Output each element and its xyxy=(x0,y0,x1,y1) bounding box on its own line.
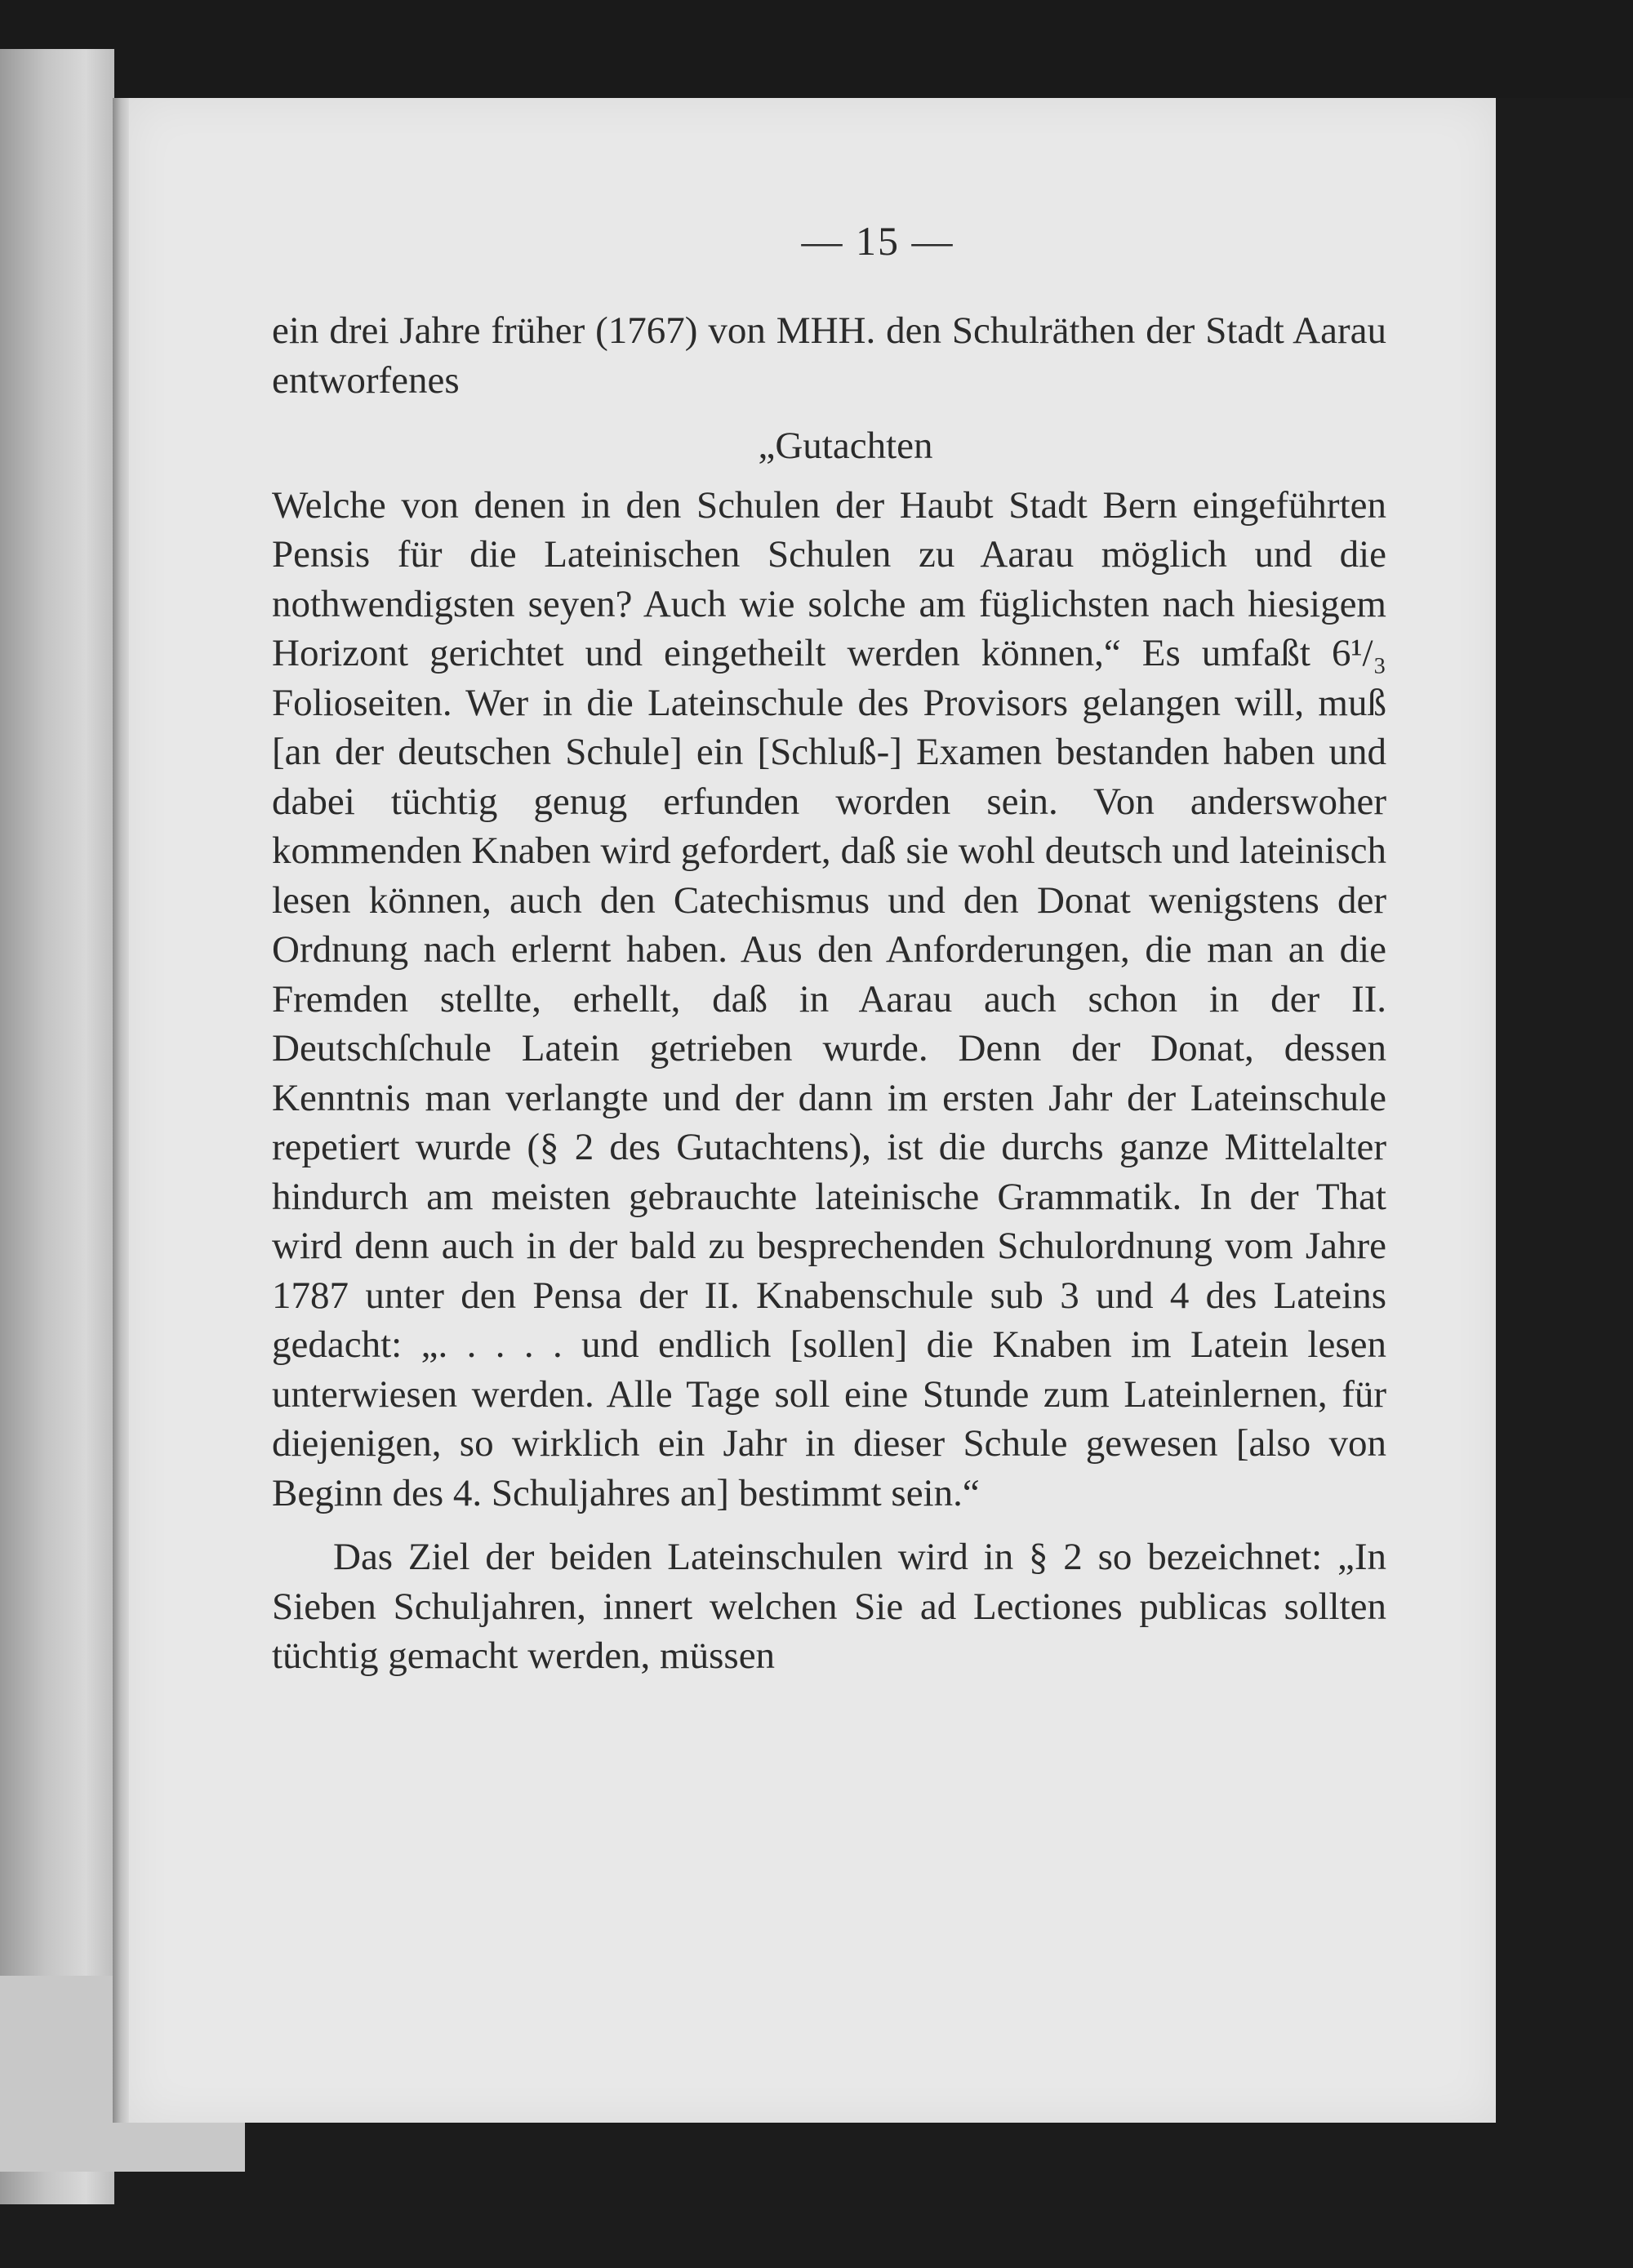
page-number: — 15 — xyxy=(801,218,954,264)
quoted-paragraph: Welche von denen in den Schulen der Haubt Stadt Bern eingeführten Pensis für die Lateinischen Schulen zu Aarau möglich und die nothwendigsten seyen? Auch wie solche am füglichsten nach hiesigem Horizont gerichtet und eingetheilt werden können,“ Es umfaßt 6¹/₃ Folioseiten. Wer in die Lateinschule des Provisors gelangen will, muß [an der deutschen Schule] ein [Schluß-] Examen bestanden haben und dabei tüchtig genug erfunden worden sein. Von anderswoher kommenden Knaben wird gefordert, daß sie wohl deutsch und lateinisch lesen können, auch den Catechismus und den Donat wenigstens der Ordnung nach erlernt haben. Aus den Anforderungen, die man an die Fremden stellte, erhellt, daß in Aarau auch schon in der II. Deutschſchule Latein getrieben wurde. Denn der Donat, dessen Kenntnis man verlangte und der dann im ersten Jahr der Lateinschule repetiert wurde (§ 2 des Gutachtens), ist die durchs ganze Mittelalter hindurch am meisten gebrauchte lateinische Grammatik. In der That wird denn auch in der bald zu besprechenden Schulordnung vom Jahre 1787 unter den Pensa der II. Knabenschule sub 3 und 4 des Lateins gedacht: „. . . . . und endlich [sollen] die Knaben im Latein lesen unterwiesen werden. Alle Tage soll eine Stunde zum Lateinlernen, für diejenigen, so wirklich ein Jahr in dieser Schule gewesen [also von Beginn des 4. Schuljahres an] bestimmt sein.“ xyxy=(272,483,1386,1514)
book-gutter xyxy=(113,98,131,2123)
left-page-edge xyxy=(0,49,114,2204)
quoted-heading: „Gutachten xyxy=(758,425,933,467)
intro-paragraph: ein drei Jahre früher (1767) von MHH. den Schulräthen der Stadt Aarau entworfenes xyxy=(272,309,1386,402)
closing-paragraph: Das Ziel der beiden Lateinschulen wird in § 2 so bezeichnet: „In Sieben Schuljahren, innert welchen Sie ad Lectiones publicas sollten tüchtig gemacht werden, müssen xyxy=(272,1536,1386,1677)
page-body xyxy=(272,306,1386,1681)
book-page xyxy=(129,98,1496,2123)
scan-background xyxy=(0,0,1633,98)
